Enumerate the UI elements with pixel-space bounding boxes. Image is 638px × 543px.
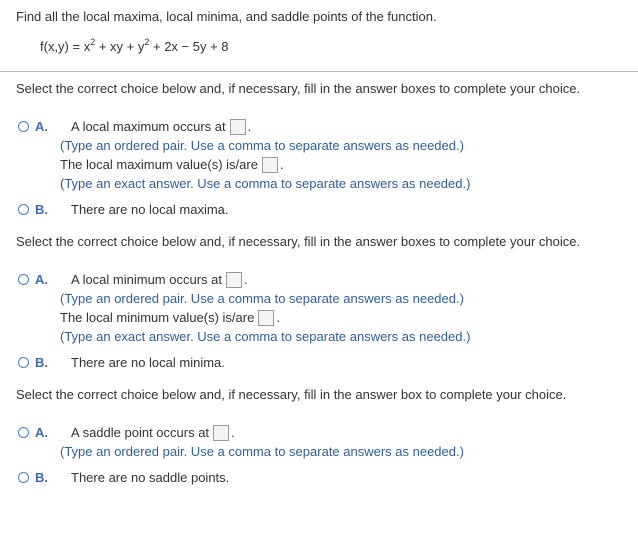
function-formula — [40, 38, 229, 56]
saddle-instruction: Select the correct choice below and, if necessary, fill in the answer box to complete your choice. — [16, 387, 567, 402]
choice-letter: B. — [35, 354, 48, 370]
saddle-radio-a[interactable] — [18, 427, 29, 438]
minima-value-hint: (Type an exact answer. Use a comma to separate answers as needed.) — [60, 328, 471, 344]
divider — [0, 71, 638, 72]
maxima-location-input[interactable] — [230, 119, 246, 135]
maxima-value-input[interactable] — [262, 157, 278, 173]
formula-exponent-y: 2 — [144, 37, 150, 47]
maxima-location-hint: (Type an ordered pair. Use a comma to separate answers as needed.) — [60, 137, 464, 153]
saddle-none-label: There are no saddle points. — [71, 469, 230, 485]
minima-radio-b[interactable] — [18, 357, 29, 368]
formula-exponent-x: 2 — [90, 37, 96, 47]
minima-choice-a[interactable] — [18, 270, 470, 346]
minima-none-label: There are no local minima. — [71, 354, 225, 370]
question-prompt: Find all the local maxima, local minima, and saddle points of the function. — [16, 9, 437, 24]
minima-radio-a[interactable] — [18, 274, 29, 285]
choice-letter: B. — [35, 469, 48, 485]
formula-mid: + xy + y — [95, 39, 145, 54]
maxima-choice-a[interactable] — [18, 117, 470, 193]
saddle-location-input[interactable] — [213, 425, 229, 441]
choice-letter: A. — [35, 118, 48, 134]
saddle-location-label: A saddle point occurs at — [71, 424, 210, 440]
minima-location-hint: (Type an ordered pair. Use a comma to separate answers as needed.) — [60, 290, 464, 306]
maxima-radio-a[interactable] — [18, 121, 29, 132]
period: . — [247, 118, 252, 134]
maxima-none-label: There are no local maxima. — [71, 201, 229, 217]
maxima-location-label: A local maximum occurs at — [71, 118, 226, 134]
choice-letter: B. — [35, 201, 48, 217]
minima-location-input[interactable] — [226, 272, 242, 288]
maxima-radio-b[interactable] — [18, 204, 29, 215]
minima-value-label: The local minimum value(s) is/are — [60, 309, 255, 325]
saddle-choice-a[interactable] — [18, 423, 464, 461]
saddle-choice-b[interactable] — [18, 468, 229, 487]
period: . — [244, 271, 248, 287]
formula-rhs: + 2x − 5y + 8 — [149, 39, 229, 54]
period: . — [279, 156, 284, 172]
maxima-instruction: Select the correct choice below and, if necessary, fill in the answer boxes to complete your choice. — [16, 81, 581, 96]
minima-value-input[interactable] — [258, 310, 274, 326]
period: . — [276, 309, 280, 325]
saddle-radio-b[interactable] — [18, 472, 29, 483]
maxima-value-label: The local maximum value(s) is/are — [60, 156, 258, 172]
formula-lhs: f(x,y) = x — [40, 39, 91, 54]
choice-letter: A. — [35, 271, 48, 287]
period: . — [231, 424, 235, 440]
minima-choice-b[interactable] — [18, 353, 225, 372]
minima-location-label: A local minimum occurs at — [71, 271, 222, 287]
choice-letter: A. — [35, 424, 48, 440]
maxima-value-hint: (Type an exact answer. Use a comma to separate answers as needed.) — [60, 175, 471, 191]
minima-instruction: Select the correct choice below and, if necessary, fill in the answer boxes to complete your choice. — [16, 234, 581, 249]
maxima-choice-b[interactable] — [18, 200, 229, 219]
saddle-location-hint: (Type an ordered pair. Use a comma to separate answers as needed.) — [60, 443, 464, 459]
